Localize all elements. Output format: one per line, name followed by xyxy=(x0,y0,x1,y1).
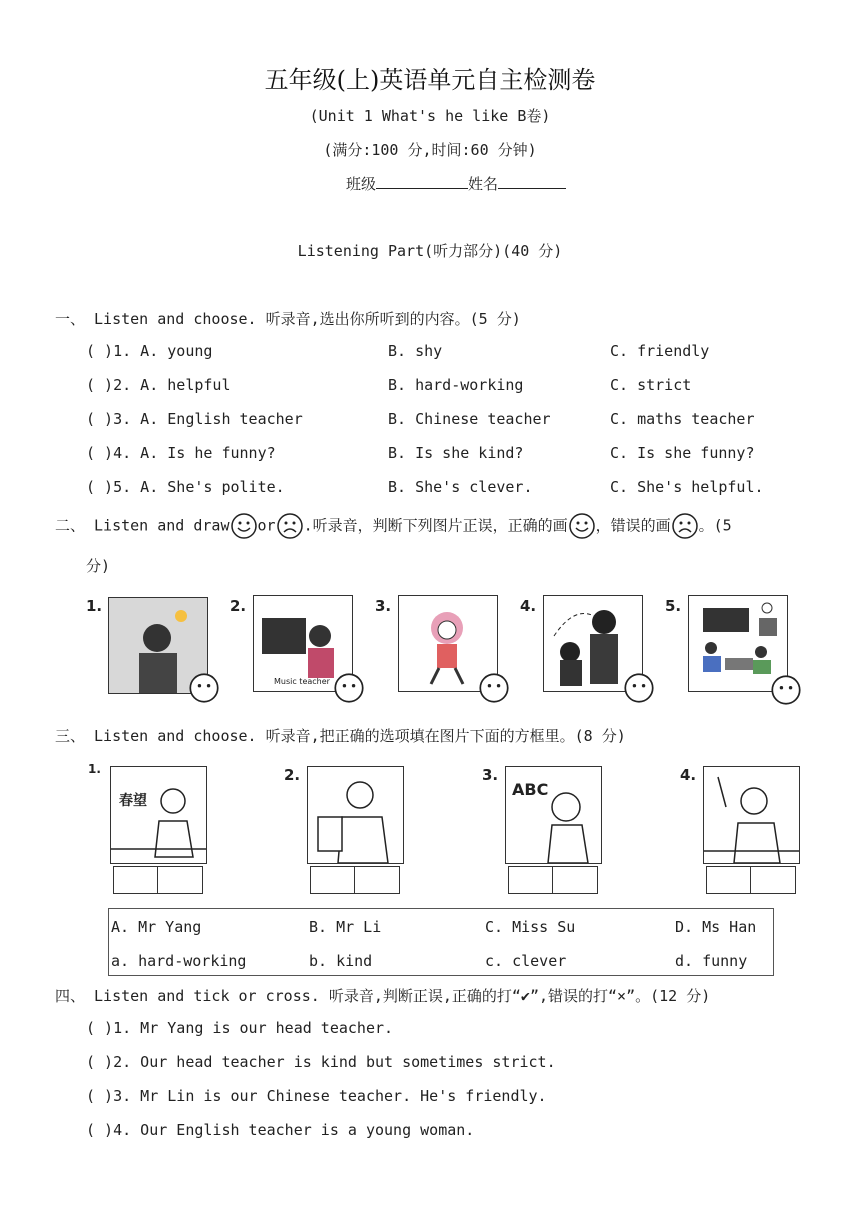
section2-title: 二、 Listen and draw or .听录音，判断下列图片正误，正确的画 ，错误的画 。(5 xyxy=(55,512,732,540)
sad-face-icon xyxy=(671,512,699,540)
options-box xyxy=(108,908,774,976)
choice-option-b: B. Chinese teacher xyxy=(388,410,551,428)
smiley-face-icon xyxy=(230,512,258,540)
pic3-number: 3. xyxy=(375,597,392,615)
choice-option-c: C. strict xyxy=(610,376,692,394)
answer-face-icon[interactable] xyxy=(478,672,510,704)
option-upper: C. Miss Su xyxy=(485,918,576,936)
option-lower: b. kind xyxy=(309,952,373,970)
teacher-clipboard-image xyxy=(307,766,404,864)
subtitle: (Unit 1 What's he like B卷) xyxy=(309,107,551,125)
answer-face-icon[interactable] xyxy=(770,674,802,706)
option-lower: c. clever xyxy=(485,952,567,970)
teacher-abc-image xyxy=(505,766,602,864)
tick-cross-item: ( )4. Our English teacher is a young woman. xyxy=(86,1121,475,1139)
pic2-number: 2. xyxy=(230,597,247,615)
smiley-face-icon xyxy=(568,512,596,540)
pic4-number: 4. xyxy=(680,766,697,784)
option-upper: A. Mr Yang xyxy=(111,918,202,936)
pic5-number: 5. xyxy=(665,597,682,615)
answer-boxes[interactable] xyxy=(113,866,203,894)
chinese-sign: 春望 xyxy=(119,793,147,809)
answer-boxes[interactable] xyxy=(508,866,598,894)
option-lower: a. hard-working xyxy=(111,952,247,970)
choice-option-b: B. Is she kind? xyxy=(388,444,524,462)
pic3-number: 3. xyxy=(482,766,499,784)
teacher-glasses-image xyxy=(703,766,800,864)
section1-title: 一、 Listen and choose. 听录音,选出你所听到的内容。(5 分) xyxy=(55,310,521,328)
tick-cross-item: ( )3. Mr Lin is our Chinese teacher. He's friendly. xyxy=(86,1087,547,1105)
choice-option-c: C. maths teacher xyxy=(610,410,755,428)
section4-title: 四、 Listen and tick or cross. 听录音,判断正误,正确的打“✔”,错误的打“×”。(12 分) xyxy=(55,987,711,1005)
answer-boxes[interactable] xyxy=(310,866,400,894)
abc-sign: ABC xyxy=(512,780,549,799)
choice-option-a: ( )1. A. young xyxy=(86,342,213,360)
teacher-chinese-image xyxy=(110,766,207,864)
option-upper: D. Ms Han xyxy=(675,918,757,936)
name-label: 姓名 xyxy=(468,175,499,193)
choice-option-c: C. Is she funny? xyxy=(610,444,755,462)
class-blank[interactable] xyxy=(376,172,468,189)
answer-face-icon[interactable] xyxy=(623,672,655,704)
choice-option-a: ( )3. A. English teacher xyxy=(86,410,303,428)
choice-option-c: C. She's helpful. xyxy=(610,478,764,496)
class-label: 班级 xyxy=(346,175,377,193)
pic2-number: 1. xyxy=(86,597,103,615)
choice-option-b: B. hard-working xyxy=(388,376,524,394)
section2-title-cont: 分) xyxy=(86,557,111,575)
page-title: 五年级(上)英语单元自主检测卷 xyxy=(264,66,596,94)
option-upper: B. Mr Li xyxy=(309,918,382,936)
score-time: (满分:100 分,时间:60 分钟) xyxy=(323,141,537,159)
choice-option-b: B. shy xyxy=(388,342,443,360)
section3-title: 三、 Listen and choose. 听录音,把正确的选项填在图片下面的方框里。(8 分) xyxy=(55,727,626,745)
choice-option-a: ( )4. A. Is he funny? xyxy=(86,444,276,462)
answer-face-icon[interactable] xyxy=(333,672,365,704)
part-title: Listening Part(听力部分)(40 分) xyxy=(297,242,563,260)
pic4-number: 4. xyxy=(520,597,537,615)
option-lower: d. funny xyxy=(675,952,748,970)
choice-option-c: C. friendly xyxy=(610,342,710,360)
class-name-line xyxy=(346,172,566,194)
music-teacher-caption: Music teacher xyxy=(274,677,330,686)
pic1-number: 1. xyxy=(88,762,101,776)
answer-face-icon[interactable] xyxy=(188,672,220,704)
choice-option-a: ( )2. A. helpful xyxy=(86,376,231,394)
answer-boxes[interactable] xyxy=(706,866,796,894)
choice-option-b: B. She's clever. xyxy=(388,478,533,496)
sad-face-icon xyxy=(276,512,304,540)
name-blank[interactable] xyxy=(498,172,566,189)
tick-cross-item: ( )2. Our head teacher is kind but sometimes strict. xyxy=(86,1053,556,1071)
tick-cross-item: ( )1. Mr Yang is our head teacher. xyxy=(86,1019,394,1037)
pic2-number: 2. xyxy=(284,766,301,784)
choice-option-a: ( )5. A. She's polite. xyxy=(86,478,285,496)
